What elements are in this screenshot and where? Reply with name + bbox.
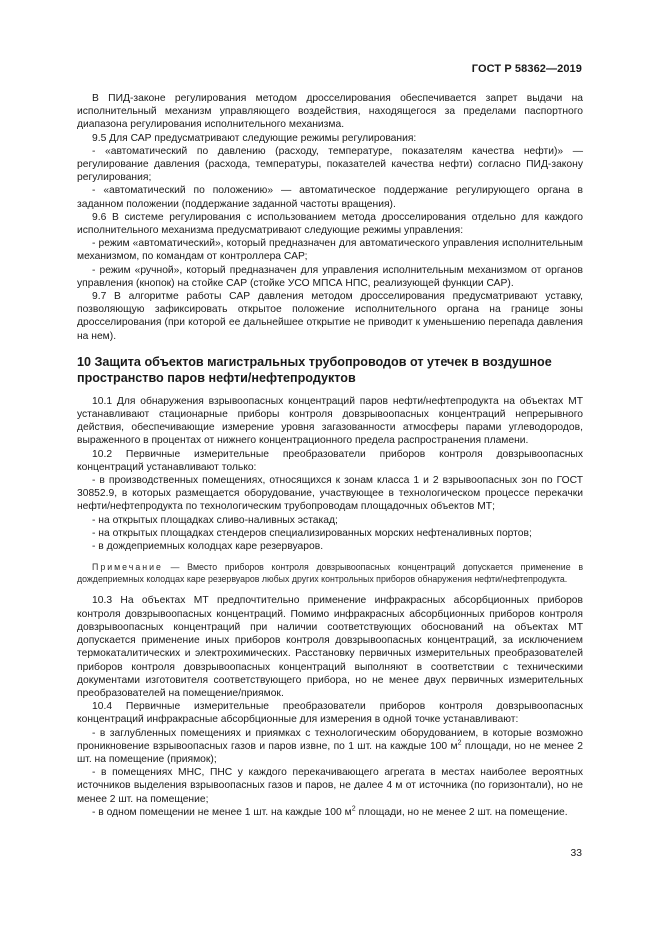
clause-10-1: 10.1 Для обнаружения взрывоопасных концентраций паров нефти/нефтепродукта на объектах МТ устанавливают стационарные приборы контроля довзрывоопасных концентраций непрерывного действия, обеспечивающие измерение уровня загазованности атмосферы парами углеводородов, выраженного в процентах от нижнего концентрационного предела распространения пламени. — [77, 395, 583, 447]
list-item-text: - в заглубленных помещениях и приямках с технологическим оборудованием, в которые возможно проникновение взрывоопасных газов и паров извне, по 1 шт. на каждые 100 м — [77, 727, 583, 752]
clause-9-7: 9.7 В алгоритме работы САР давления методом дросселирования предусматривают уставку, позволяющую зафиксировать открытое положение исполнительного органа на границе зоны дросселирования (при которой ее дальнейшее открытие не приводит к уменьшению перепада давления на нем). — [77, 291, 583, 342]
list-item: - режим «ручной», который предназначен для управления исполнительным механизмом от органов управления (кнопок) на стойке САР (стойке УСО МПСА НПС, реализующей функции САР). — [77, 264, 583, 289]
list-item: - на открытых площадках сливо-наливных эстакад; — [92, 514, 338, 526]
list-item: - в помещениях МНС, ПНС у каждого перекачивающего агрегата в местах наиболее вероятных источников выделения взрывоопасных газов и паров, не далее 4 м от источника (по горизонтали), но не менее 2 шт. на помещение; — [77, 767, 583, 805]
clause-9-6: 9.6 В системе регулирования с использованием метода дросселирования отдельно для каждого исполнительного механизма предусматривают следующие режимы управления: — [77, 211, 583, 237]
list-item: - режим «автоматический», который предназначен для автоматического управления исполнительным механизмом, по командам от контроллера САР; — [77, 238, 583, 263]
section-heading: 10 Защита объектов магистральных трубопроводов от утечек в воздушное пространство паров нефти/нефтепродуктов — [77, 354, 552, 386]
standard-designation: ГОСТ Р 58362—2019 — [471, 63, 582, 75]
clause-10-4: 10.4 Первичные измерительные преобразователи приборов контроля довзрывоопасных концентраций инфракрасные абсорбционные для измерения в одной точке устанавливают: — [77, 701, 583, 726]
clause-10-3: 10.3 На объектах МТ предпочтительно применение инфракрасных абсорбционных приборов контроля довзрывоопасных концентраций. Помимо инфракрасных абсорбционных приборов контроля довзрывоопасных концентраций при наличии соответствующих обоснований на объектах МТ допускается применение иных приборов контроля довзрывоопасных концентраций, за исключением термокаталитических и электрохимических. Расстановку первичных измерительных преобразователей приборов контроля довзрывоопасных концентраций выполняют в соответствии с техническими документами изготовителя соответствующего прибора, но не менее двух первичных измерительных преобразователей на помещение/приямок. — [77, 595, 583, 699]
list-item: - «автоматический по давлению (расходу, температуре, показателям качества нефти)» — регулирование давления (расхода, температуры, показателей качества нефти) согласно ПИД-закону регулирования; — [77, 145, 583, 184]
document-body — [77, 92, 583, 819]
list-item — [77, 727, 583, 767]
list-item-text: площади, но не менее 2 шт. на помещение (приямок); — [77, 740, 583, 765]
list-item: - «автоматический по положению» — автоматическое поддержание регулирующего органа в заданном положении (поддержание заданной частоты вращения). — [77, 185, 583, 210]
list-item: - в дождеприемных колодцах каре резервуаров. — [92, 541, 324, 553]
note-label: Примечание — [92, 562, 163, 573]
paragraph: В ПИД-законе регулирования методом дросселирования обеспечивается запрет выдачи на исполнительный механизм управляющего воздействия, находящегося за пределами паспортного диапазона регулирования исполнительного механизма. — [77, 93, 583, 131]
superscript: 2 — [351, 805, 356, 813]
list-item-text: - в одном помещении не менее 1 шт. на каждые 100 м — [92, 806, 352, 818]
superscript: 2 — [457, 739, 462, 747]
list-item: - на открытых площадках стендеров специализированных морских нефтеналивных портов; — [92, 527, 532, 539]
note — [77, 562, 583, 585]
clause-9-5: 9.5 Для САР предусматривают следующие режимы регулирования: — [92, 132, 417, 144]
page-number: 33 — [570, 848, 582, 859]
list-item-text: площади, но не менее 2 шт. на помещение. — [355, 806, 568, 818]
note-text: — Вместо приборов контроля довзрывоопасных концентраций допускается применение в дождеприемных колодцах каре резервуаров любых других контрольных приборов обнаружения нефти/нефтепродукта. — [77, 562, 583, 584]
clause-10-2: 10.2 Первичные измерительные преобразователи приборов контроля довзрывоопасных концентраций устанавливают только: — [77, 448, 583, 473]
list-item: - в производственных помещениях, относящихся к зонам класса 1 и 2 взрывоопасных зон по ГОСТ 30852.9, в которых размещается оборудование, участвующее в технологическом процессе перекачки нефти/нефтепродукта по технологическим трубопроводам площадочных объектов МТ; — [77, 475, 583, 513]
list-item — [77, 806, 583, 819]
